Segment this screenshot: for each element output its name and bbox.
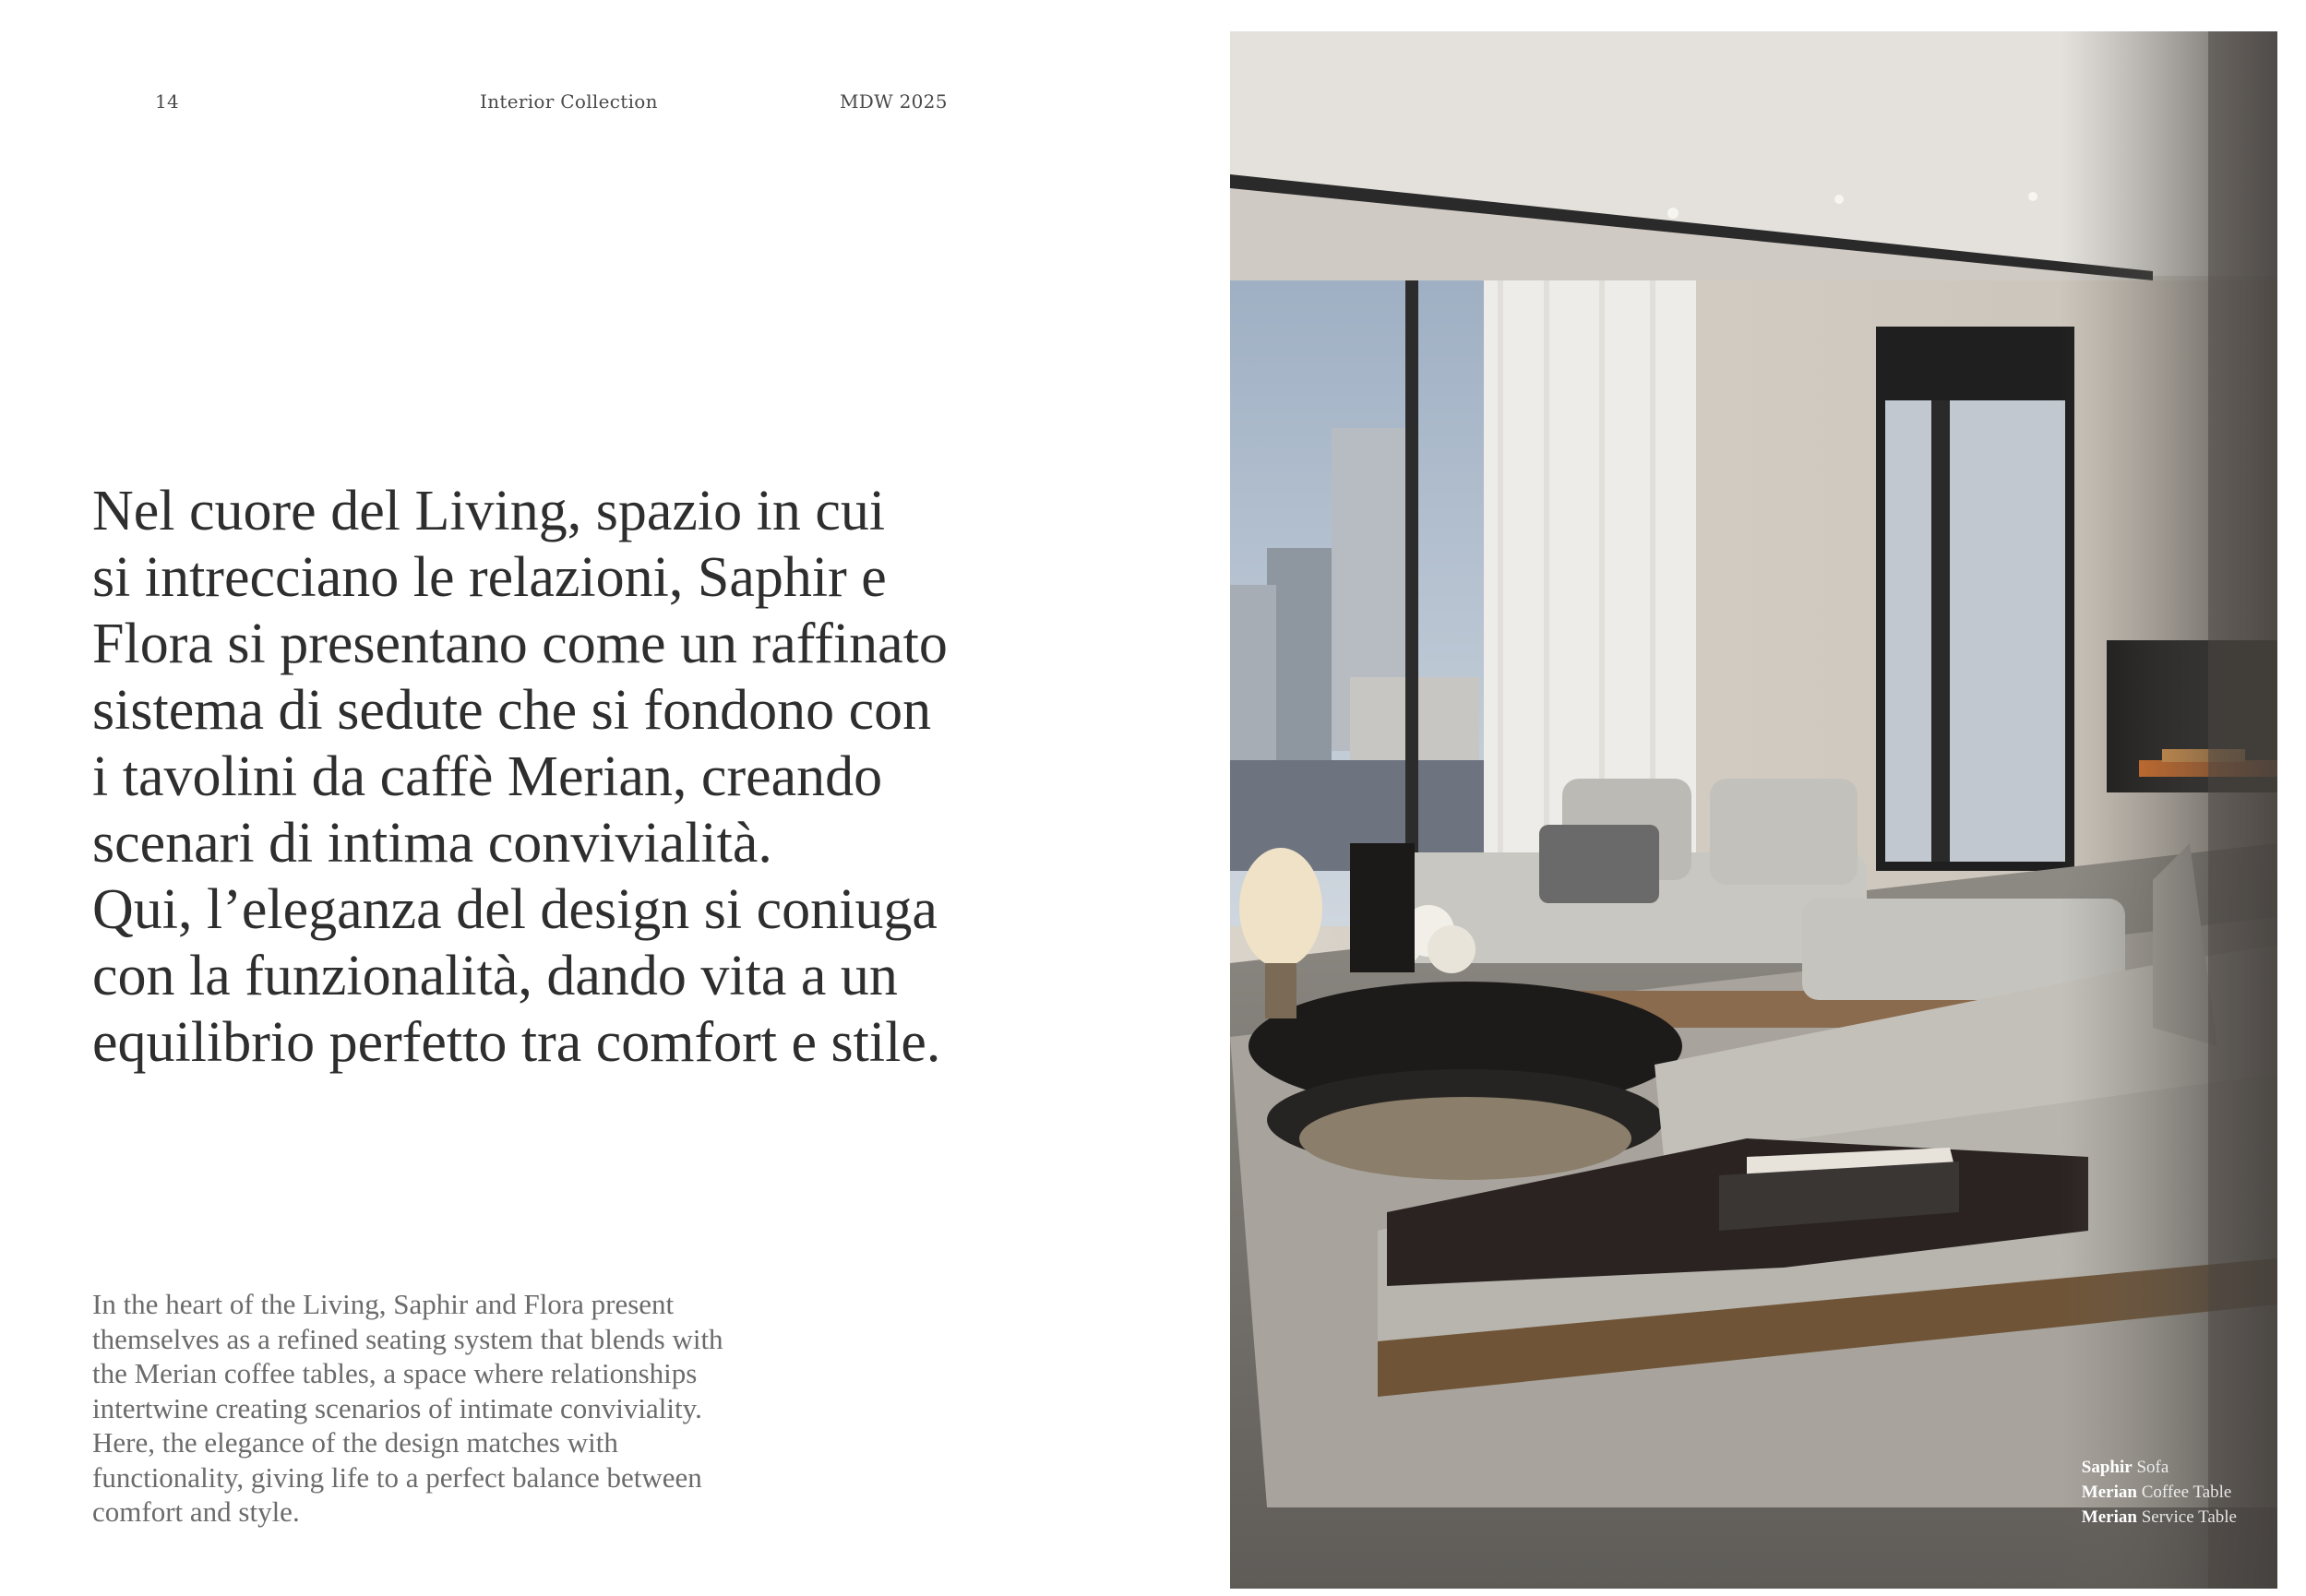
headline-line: i tavolini da caffè Merian, creando [92,745,883,808]
headline-line: scenari di intima convivialità. [92,812,772,875]
headline-line: Qui, l’eleganza del design si coniuga [92,878,938,941]
headline-line: equilibrio perfetto tra comfort e stile. [92,1011,941,1074]
product-type: Coffee Table [2141,1483,2232,1502]
event-label: MDW 2025 [840,90,948,113]
caption-line [2082,1455,2237,1480]
product-type: Service Table [2141,1507,2237,1527]
headline-line: Flora si presentano come un raffinato [92,613,948,675]
headline-line: sistema di sedute che si fondono con [92,679,932,742]
italian-headline [92,478,1070,1076]
caption-line [2082,1480,2237,1505]
caption-line [2082,1505,2237,1530]
product-name: Merian [2081,1507,2137,1527]
table-lamp [1239,848,1322,968]
english-paragraph [92,1287,849,1530]
photo-caption [2082,1455,2237,1530]
english-line: intertwine creating scenarios of intimate conviviality. [92,1391,702,1424]
headline-line: si intrecciano le relazioni, Saphir e [92,546,887,609]
living-room-illustration [1230,31,2277,1589]
product-name: Saphir [2081,1458,2133,1477]
english-line: comfort and style. [92,1495,300,1528]
english-line: functionality, giving life to a perfect balance between [92,1460,702,1494]
product-type: Sofa [2136,1458,2169,1477]
section-title: Interior Collection [480,90,658,113]
page-number: 14 [155,90,180,113]
headline-line: con la funzionalità, dando vita a un [92,945,898,1007]
headline-line: Nel cuore del Living, spazio in cui [92,480,886,542]
english-line: the Merian coffee tables, a space where relationships [92,1357,698,1389]
living-room-photo [1230,31,2277,1589]
product-name: Merian [2081,1483,2137,1502]
english-line: In the heart of the Living, Saphir and Flora present [92,1288,675,1320]
english-line: Here, the elegance of the design matches with [92,1426,618,1459]
english-line: themselves as a refined seating system that blends with [92,1322,723,1355]
